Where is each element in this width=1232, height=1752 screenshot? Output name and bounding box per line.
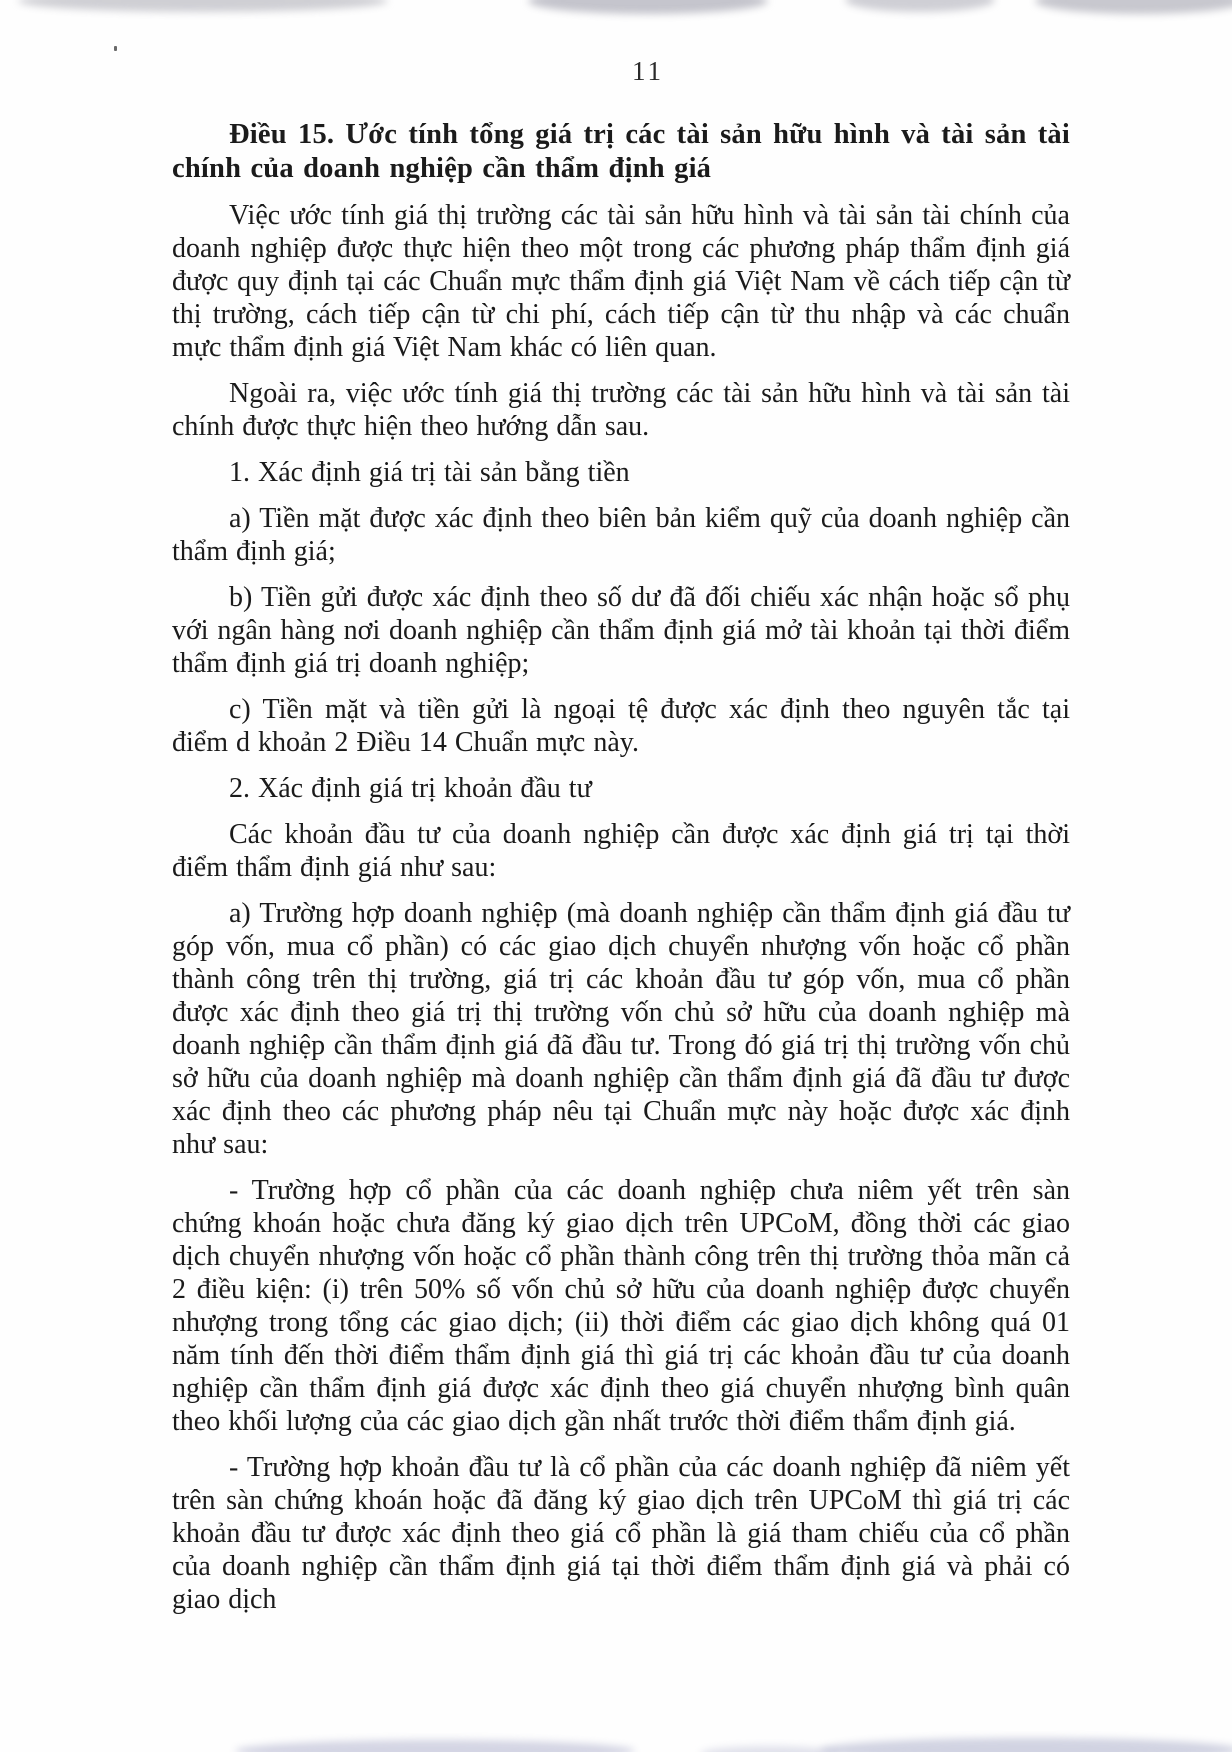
- paragraph-list-item: 2. Xác định giá trị khoản đầu tư: [229, 773, 592, 804]
- paragraph: Việc ước tính giá thị trường các tài sản hữu hình và tài sản tài chính của doanh nghiệp được thực hiện theo một trong các phương pháp thẩm định giá được quy định tại các Chuẩn mực thẩm định giá Việt Nam về cách tiếp cận từ thị trường, cách tiếp cận từ chi phí, cách tiếp cận từ thu nhập và các chuẩn mực thẩm định giá Việt Nam khác có liên quan.: [172, 200, 1070, 363]
- paragraph: Ngoài ra, việc ước tính giá thị trường các tài sản hữu hình và tài sản tài chính được thực hiện theo hướng dẫn sau.: [172, 378, 1070, 442]
- paragraph-list-item: b) Tiền gửi được xác định theo số dư đã đối chiếu xác nhận hoặc sổ phụ với ngân hàng nơi doanh nghiệp cần thẩm định giá mở tài khoản tại thời điểm thẩm định giá trị doanh nghiệp;: [172, 582, 1070, 679]
- paragraph-list-item: a) Trường hợp doanh nghiệp (mà doanh nghiệp cần thẩm định giá đầu tư góp vốn, mua cổ phần) có các giao dịch chuyển nhượng vốn hoặc cổ phần thành công trên thị trường, giá trị các khoản đầu tư góp vốn, mua cổ phần được xác định theo giá trị thị trường vốn chủ sở hữu của doanh nghiệp mà doanh nghiệp cần thẩm định giá đã đầu tư. Trong đó giá trị thị trường vốn chủ sở hữu của doanh nghiệp mà doanh nghiệp cần thẩm định giá đã đầu tư được xác định theo các phương pháp nêu tại Chuẩn mực này hoặc được xác định như sau:: [172, 898, 1070, 1160]
- page-number: 11: [632, 56, 664, 86]
- article-heading: Điều 15. Ước tính tổng giá trị các tài sản hữu hình và tài sản tài chính của doanh nghiệp cần thẩm định giá: [172, 119, 1070, 184]
- scan-artifact-top: [18, 0, 388, 12]
- paragraph-list-item: 1. Xác định giá trị tài sản bằng tiền: [229, 457, 630, 488]
- scan-artifact-bottom: [820, 1738, 1232, 1752]
- scan-artifact-bottom: [700, 1746, 840, 1752]
- scan-artifact-bottom: [235, 1740, 635, 1752]
- scan-artifact-top: [528, 0, 768, 14]
- scan-speck: [114, 46, 117, 51]
- paragraph-dash-item: - Trường hợp khoản đầu tư là cổ phần của các doanh nghiệp đã niêm yết trên sàn chứng khoán hoặc đã đăng ký giao dịch trên UPCoM thì giá trị các khoản đầu tư được xác định theo giá cổ phần là giá tham chiếu của cổ phần của doanh nghiệp cần thẩm định giá tại thời điểm thẩm định giá và phải có giao dịch: [172, 1452, 1070, 1615]
- article-body: [172, 118, 1070, 1629]
- paragraph-list-item: a) Tiền mặt được xác định theo biên bản kiểm quỹ của doanh nghiệp cần thẩm định giá;: [172, 503, 1070, 567]
- paragraph-dash-item: - Trường hợp cổ phần của các doanh nghiệp chưa niêm yết trên sàn chứng khoán hoặc chưa đăng ký giao dịch trên UPCoM, đồng thời các giao dịch chuyển nhượng vốn hoặc cổ phần thành công trên thị trường thỏa mãn cả 2 điều kiện: (i) trên 50% số vốn chủ sở hữu của doanh nghiệp được chuyển nhượng trong tổng các giao dịch; (ii) thời điểm các giao dịch không quá 01 năm tính đến thời điểm thẩm định giá thì giá trị các khoản đầu tư của doanh nghiệp cần thẩm định giá được xác định theo giá chuyển nhượng bình quân theo khối lượng của các giao dịch gần nhất trước thời điểm thẩm định giá.: [172, 1175, 1070, 1437]
- paragraph: Các khoản đầu tư của doanh nghiệp cần được xác định giá trị tại thời điểm thẩm định giá như sau:: [172, 819, 1070, 883]
- scan-artifact-top: [1035, 0, 1232, 14]
- paragraph-list-item: c) Tiền mặt và tiền gửi là ngoại tệ được xác định theo nguyên tắc tại điểm d khoản 2 Điều 14 Chuẩn mực này.: [172, 694, 1070, 758]
- scan-artifact-top: [845, 0, 995, 12]
